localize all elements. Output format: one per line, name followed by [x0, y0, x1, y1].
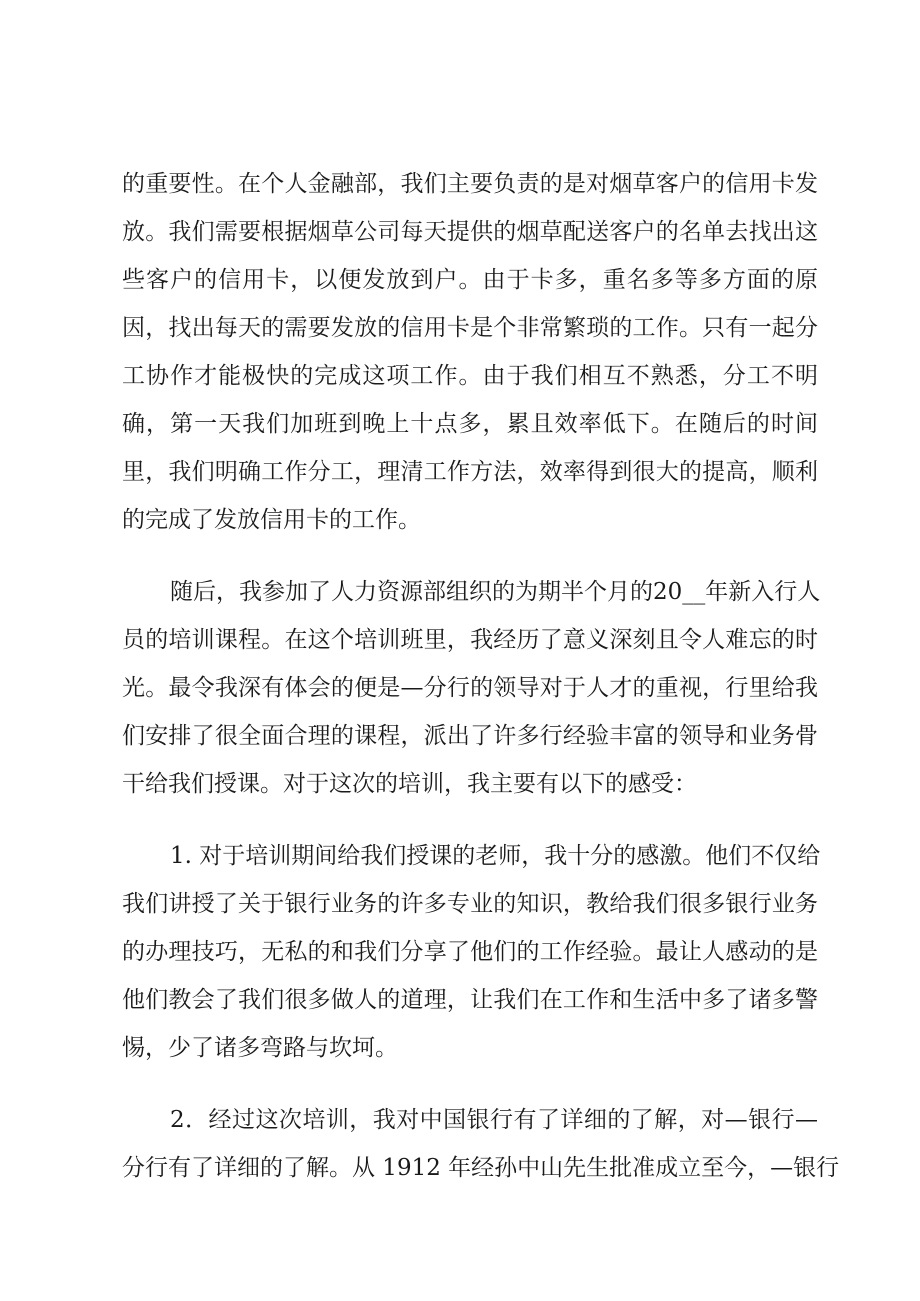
text-line: 工协作才能极快的完成这项工作。由于我们相互不熟悉，分工不明	[122, 363, 818, 389]
text-line: 的重要性。在个人金融部，我们主要负责的是对烟草客户的信用卡发	[122, 171, 818, 197]
text-line: 放。我们需要根据烟草公司每天提供的烟草配送客户的名单去找出这	[122, 219, 818, 245]
document-body	[122, 160, 840, 1192]
paragraph-1	[122, 160, 818, 544]
paragraph-gap	[122, 808, 818, 832]
paragraph-4	[122, 1096, 840, 1192]
text-line: 因，找出每天的需要发放的信用卡是个非常繁琐的工作。只有一起分	[122, 315, 818, 341]
text-line: 随后，我参加了人力资源部组织的为期半个月的20__年新入行人	[170, 579, 821, 605]
text-line: 们安排了很全面合理的课程，派出了许多行经验丰富的领导和业务骨	[122, 723, 818, 749]
text-line: 分行有了详细的了解。从 1912 年经孙中山先生批准成立至今，—银行	[122, 1155, 840, 1181]
text-line: 1. 对于培训期间给我们授课的老师，我十分的感激。他们不仅给	[170, 843, 821, 869]
text-line: 员的培训课程。在这个培训班里，我经历了意义深刻且令人难忘的时	[122, 627, 818, 653]
paragraph-gap	[122, 544, 818, 568]
text-line: 的完成了发放信用卡的工作。	[122, 507, 421, 533]
text-line: 光。最令我深有体会的便是—分行的领导对于人才的重视，行里给我	[122, 675, 818, 701]
text-line: 2．经过这次培训，我对中国银行有了详细的了解，对—银行—	[170, 1107, 818, 1133]
text-line: 些客户的信用卡，以便发放到户。由于卡多，重名多等多方面的原	[122, 267, 818, 293]
paragraph-gap	[122, 1072, 818, 1096]
text-line: 惕，少了诸多弯路与坎坷。	[122, 1035, 398, 1061]
text-line: 他们教会了我们很多做人的道理，让我们在工作和生活中多了诸多警	[122, 987, 818, 1013]
paragraph-2	[122, 568, 821, 808]
text-line: 的办理技巧，无私的和我们分享了他们的工作经验。最让人感动的是	[122, 939, 818, 965]
text-line: 里，我们明确工作分工，理清工作方法，效率得到很大的提高，顺利	[122, 459, 818, 485]
paragraph-3	[122, 832, 821, 1072]
text-line: 干给我们授课。对于这次的培训，我主要有以下的感受：	[122, 771, 697, 797]
text-line: 我们讲授了关于银行业务的许多专业的知识，教给我们很多银行业务	[122, 891, 818, 917]
text-line: 确，第一天我们加班到晚上十点多，累且效率低下。在随后的时间	[122, 411, 818, 437]
